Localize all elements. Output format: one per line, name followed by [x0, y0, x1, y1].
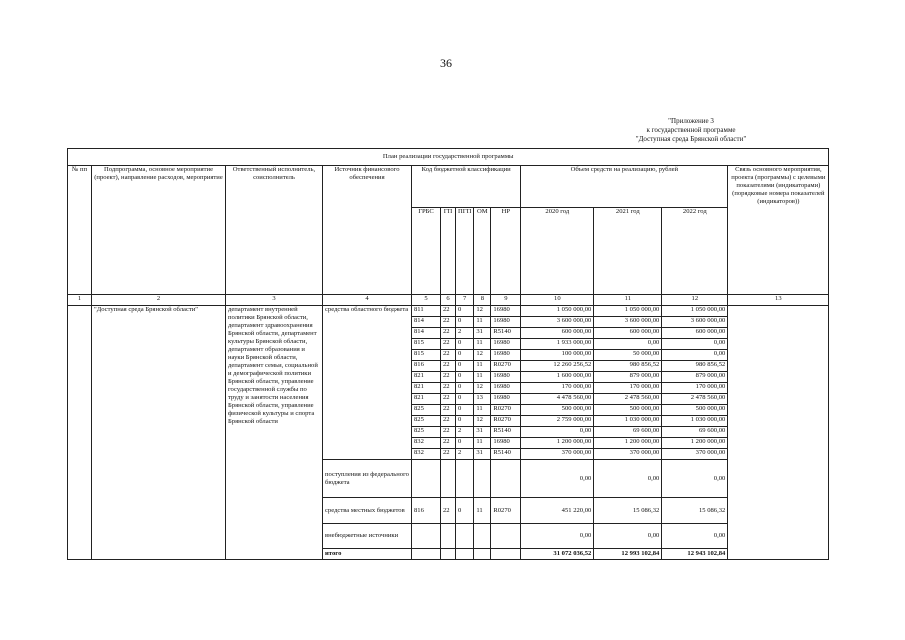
code-pgp: 0 — [456, 306, 474, 317]
code-gp: 22 — [441, 427, 456, 438]
code-grbs: 814 — [412, 317, 441, 328]
amount-y2020: 0,00 — [521, 460, 594, 498]
amount-y2020: 500 000,00 — [521, 405, 594, 416]
amount-y2020: 1 600 000,00 — [521, 372, 594, 383]
amount-y2020: 451 220,00 — [521, 498, 594, 524]
amount-y2021: 69 600,00 — [594, 427, 662, 438]
appendix-line-2: к государственной программе — [646, 126, 736, 134]
code-pgp: 0 — [456, 416, 474, 427]
code-om: 11 — [474, 405, 491, 416]
code-om: 31 — [474, 449, 491, 460]
code-nr: 16980 — [491, 383, 521, 394]
code-pgp — [456, 549, 474, 560]
code-om: 31 — [474, 328, 491, 339]
code-grbs: 815 — [412, 339, 441, 350]
code-gp: 22 — [441, 361, 456, 372]
code-grbs: 832 — [412, 438, 441, 449]
code-nr: 16980 — [491, 350, 521, 361]
amount-y2022: 600 000,00 — [662, 328, 728, 339]
column-number-cell: 4 — [323, 295, 412, 306]
code-om — [474, 524, 491, 549]
amount-y2022: 2 478 560,00 — [662, 394, 728, 405]
code-grbs: 815 — [412, 350, 441, 361]
amount-y2022: 0,00 — [662, 460, 728, 498]
code-grbs: 825 — [412, 405, 441, 416]
amount-y2020: 2 759 000,00 — [521, 416, 594, 427]
header-nr: НР — [491, 208, 521, 295]
code-gp — [441, 549, 456, 560]
appendix-line-3: "Доступная среда Брянской области" — [635, 135, 747, 143]
code-gp: 22 — [441, 372, 456, 383]
code-om — [474, 549, 491, 560]
amount-y2022: 1 200 000,00 — [662, 438, 728, 449]
executors: департамент внутренней политики Брянской области, департамент здравоохранения Брянской области, департамент культуры Брянской области, департамент образования и науки Брянской области, департамент семьи, социальной и демографической политики Брянской области, управление государственной службы по труду и занятости населения Брянской области, управление физической культуры и спорта Брянской области — [226, 306, 323, 560]
code-nr: R0270 — [491, 405, 521, 416]
amount-y2021: 170 000,00 — [594, 383, 662, 394]
code-nr: R5140 — [491, 328, 521, 339]
code-om: 11 — [474, 498, 491, 524]
appendix-line-1: "Приложение 3 — [668, 117, 714, 125]
table-title: План реализации государственной программы — [68, 149, 829, 166]
amount-y2020: 100 000,00 — [521, 350, 594, 361]
header-2020: 2020 год — [521, 208, 594, 295]
column-number-cell: 5 — [412, 295, 441, 306]
amount-y2021: 0,00 — [594, 339, 662, 350]
code-gp: 22 — [441, 449, 456, 460]
code-pgp: 0 — [456, 361, 474, 372]
source-regional: средства областного бюджета — [323, 306, 412, 460]
table-row — [68, 306, 829, 317]
amount-y2020: 0,00 — [521, 427, 594, 438]
amount-y2021: 50 000,00 — [594, 350, 662, 361]
column-number-cell: 1 — [68, 295, 92, 306]
source-extra: внебюджетные источники — [323, 524, 412, 549]
code-om: 11 — [474, 339, 491, 350]
column-number-cell: 2 — [92, 295, 226, 306]
amount-y2022: 69 600,00 — [662, 427, 728, 438]
code-pgp: 0 — [456, 383, 474, 394]
code-nr — [491, 549, 521, 560]
code-pgp: 2 — [456, 328, 474, 339]
code-nr: R5140 — [491, 449, 521, 460]
header-source: Источник финансового обеспечения — [323, 166, 412, 295]
code-om: 11 — [474, 361, 491, 372]
code-pgp: 0 — [456, 438, 474, 449]
code-gp: 22 — [441, 498, 456, 524]
column-number-cell: 8 — [474, 295, 491, 306]
code-grbs: 821 — [412, 372, 441, 383]
header-gp: ГП — [441, 208, 456, 295]
code-gp: 22 — [441, 438, 456, 449]
amount-y2020: 4 478 560,00 — [521, 394, 594, 405]
header-link: Связь основного мероприятия, проекта (программы) с целевыми показателями (индикаторами) (порядковые номера показателей (индикаторов)) — [728, 166, 829, 295]
amount-y2020: 3 600 000,00 — [521, 317, 594, 328]
code-gp: 22 — [441, 416, 456, 427]
amount-y2022: 879 000,00 — [662, 372, 728, 383]
code-om: 11 — [474, 372, 491, 383]
amount-y2020: 1 050 000,00 — [521, 306, 594, 317]
header-amount-group: Объем средств на реализацию, рублей — [521, 166, 728, 208]
code-om: 11 — [474, 317, 491, 328]
code-gp: 22 — [441, 394, 456, 405]
amount-y2020: 0,00 — [521, 524, 594, 549]
code-pgp: 0 — [456, 317, 474, 328]
code-pgp: 2 — [456, 427, 474, 438]
amount-y2021: 1 200 000,00 — [594, 438, 662, 449]
column-number-cell: 7 — [456, 295, 474, 306]
amount-y2021: 0,00 — [594, 460, 662, 498]
header-code-group: Код бюджетной классификации — [412, 166, 521, 208]
code-grbs — [412, 549, 441, 560]
code-gp: 22 — [441, 317, 456, 328]
amount-y2022: 980 856,52 — [662, 361, 728, 372]
code-nr: 16980 — [491, 306, 521, 317]
code-om: 12 — [474, 383, 491, 394]
amount-y2021: 500 000,00 — [594, 405, 662, 416]
amount-y2021: 600 000,00 — [594, 328, 662, 339]
code-nr: R0270 — [491, 361, 521, 372]
amount-y2022: 15 086,32 — [662, 498, 728, 524]
code-nr: R5140 — [491, 427, 521, 438]
amount-y2022: 0,00 — [662, 339, 728, 350]
column-numbers-row — [68, 295, 829, 306]
code-pgp: 0 — [456, 372, 474, 383]
row-number-cell — [68, 306, 92, 560]
code-pgp: 0 — [456, 405, 474, 416]
amount-y2022: 0,00 — [662, 524, 728, 549]
header-om: ОМ — [474, 208, 491, 295]
plan-table — [67, 148, 829, 560]
code-pgp: 0 — [456, 498, 474, 524]
header-grbs: ГРБС — [412, 208, 441, 295]
code-gp — [441, 524, 456, 549]
amount-y2021: 15 086,32 — [594, 498, 662, 524]
column-number-cell: 11 — [594, 295, 662, 306]
code-grbs: 816 — [412, 361, 441, 372]
code-nr: 16980 — [491, 438, 521, 449]
header-program: Подпрограмма, основное мероприятие (проект), направление расходов, мероприятие — [92, 166, 226, 295]
code-gp: 22 — [441, 350, 456, 361]
code-om: 13 — [474, 394, 491, 405]
code-nr: 16980 — [491, 317, 521, 328]
code-gp: 22 — [441, 383, 456, 394]
column-number-cell: 13 — [728, 295, 829, 306]
column-number-cell: 12 — [662, 295, 728, 306]
code-gp: 22 — [441, 339, 456, 350]
header-2021: 2021 год — [594, 208, 662, 295]
code-nr: 16980 — [491, 394, 521, 405]
code-grbs: 825 — [412, 416, 441, 427]
amount-y2020: 1 200 000,00 — [521, 438, 594, 449]
amount-y2020: 31 072 036,52 — [521, 549, 594, 560]
code-grbs — [412, 460, 441, 498]
page-number: 36 — [440, 56, 452, 70]
amount-y2020: 12 260 256,52 — [521, 361, 594, 372]
amount-y2020: 1 933 000,00 — [521, 339, 594, 350]
code-pgp: 0 — [456, 394, 474, 405]
column-number-cell: 9 — [491, 295, 521, 306]
code-pgp: 2 — [456, 449, 474, 460]
code-om: 31 — [474, 427, 491, 438]
code-grbs: 821 — [412, 383, 441, 394]
appendix-note — [606, 117, 776, 144]
code-grbs: 825 — [412, 427, 441, 438]
amount-y2021: 1 050 000,00 — [594, 306, 662, 317]
amount-y2022: 500 000,00 — [662, 405, 728, 416]
code-grbs — [412, 524, 441, 549]
amount-y2021: 370 000,00 — [594, 449, 662, 460]
program-name: "Доступная среда Брянской области" — [92, 306, 226, 560]
code-grbs: 832 — [412, 449, 441, 460]
code-gp: 22 — [441, 405, 456, 416]
code-om: 12 — [474, 306, 491, 317]
amount-y2020: 370 000,00 — [521, 449, 594, 460]
code-nr — [491, 524, 521, 549]
header-2022: 2022 год — [662, 208, 728, 295]
header-executor: Ответственный исполнитель, соисполнитель — [226, 166, 323, 295]
column-number-cell: 10 — [521, 295, 594, 306]
header-pgp: ПГП — [456, 208, 474, 295]
amount-y2022: 12 943 102,84 — [662, 549, 728, 560]
amount-y2021: 1 030 000,00 — [594, 416, 662, 427]
amount-y2021: 0,00 — [594, 524, 662, 549]
amount-y2020: 600 000,00 — [521, 328, 594, 339]
code-pgp — [456, 524, 474, 549]
code-pgp: 0 — [456, 350, 474, 361]
code-nr — [491, 460, 521, 498]
amount-y2021: 3 600 000,00 — [594, 317, 662, 328]
code-om: 11 — [474, 438, 491, 449]
code-pgp — [456, 460, 474, 498]
amount-y2022: 1 030 000,00 — [662, 416, 728, 427]
code-om: 12 — [474, 350, 491, 361]
code-grbs: 816 — [412, 498, 441, 524]
code-grbs: 814 — [412, 328, 441, 339]
link-cell — [728, 306, 829, 560]
source-federal: поступления из федерального бюджета — [323, 460, 412, 498]
code-om — [474, 460, 491, 498]
code-nr: 16980 — [491, 339, 521, 350]
amount-y2022: 370 000,00 — [662, 449, 728, 460]
amount-y2021: 12 993 102,84 — [594, 549, 662, 560]
source-total: итого — [323, 549, 412, 560]
code-om: 12 — [474, 416, 491, 427]
column-number-cell: 3 — [226, 295, 323, 306]
amount-y2020: 170 000,00 — [521, 383, 594, 394]
column-number-cell: 6 — [441, 295, 456, 306]
amount-y2021: 980 856,52 — [594, 361, 662, 372]
amount-y2022: 170 000,00 — [662, 383, 728, 394]
code-nr: R0270 — [491, 416, 521, 427]
code-gp — [441, 460, 456, 498]
amount-y2022: 1 050 000,00 — [662, 306, 728, 317]
source-local: средства местных бюджетов — [323, 498, 412, 524]
code-nr: 16980 — [491, 372, 521, 383]
amount-y2022: 3 600 000,00 — [662, 317, 728, 328]
code-gp: 22 — [441, 328, 456, 339]
code-gp: 22 — [441, 306, 456, 317]
amount-y2021: 879 000,00 — [594, 372, 662, 383]
amount-y2022: 0,00 — [662, 350, 728, 361]
amount-y2021: 2 478 560,00 — [594, 394, 662, 405]
code-pgp: 0 — [456, 339, 474, 350]
code-nr: R0270 — [491, 498, 521, 524]
code-grbs: 811 — [412, 306, 441, 317]
code-grbs: 821 — [412, 394, 441, 405]
header-num: № пп — [68, 166, 92, 295]
